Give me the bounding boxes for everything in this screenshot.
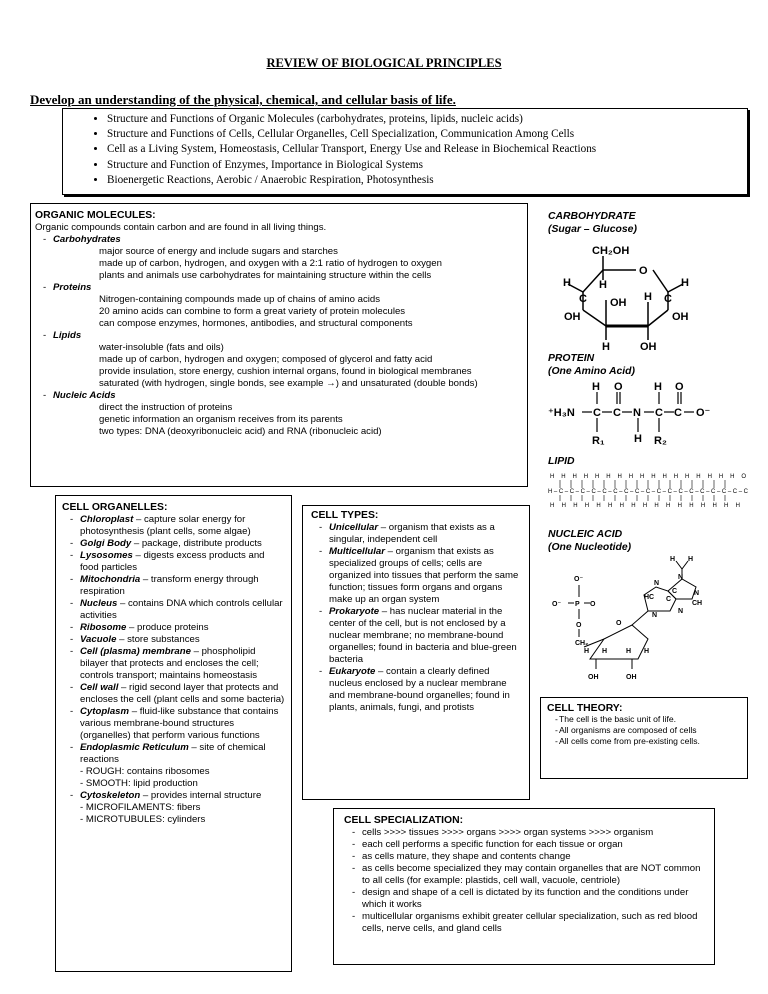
celltype-name: Prokaryote — [329, 606, 380, 617]
lipids-name: Lipids — [53, 330, 82, 341]
lipids-line: saturated (with hydrogen, single bonds, see example →) and unsaturated (double bonds) — [99, 378, 478, 389]
svg-text:O: O — [614, 381, 623, 393]
svg-text:C: C — [655, 407, 663, 419]
organelle-name: Lysosomes — [80, 550, 133, 561]
carbs-line: major source of energy and include sugars and starches — [99, 246, 338, 257]
celltype-item — [311, 546, 521, 606]
celltypes-list — [311, 522, 521, 714]
celltype-item — [311, 606, 521, 666]
svg-text:C: C — [579, 293, 587, 305]
svg-text:H: H — [602, 648, 608, 655]
svg-text:H: H — [670, 556, 676, 563]
page-title: REVIEW OF BIOLOGICAL PRINCIPLES — [266, 56, 502, 70]
objective-item: • Structure and Functions of Organic Molecules (carbohydrates, proteins, lipids, nucleic acids) — [107, 112, 747, 127]
organelle-desc: – contains DNA which controls cellular activities — [80, 598, 283, 621]
special-item: - design and shape of a cell is dictated by its function and the conditions under which it works — [344, 887, 706, 911]
svg-text:OH: OH — [564, 311, 581, 323]
organelle-name: Chloroplast — [80, 514, 134, 525]
organelle-desc: – produce proteins — [126, 622, 209, 633]
organelle-sub: - MICROTUBULES: cylinders — [80, 814, 206, 825]
celltype-desc: – organism that exists as a singular, independent cell — [329, 522, 495, 545]
svg-text:OH: OH — [640, 341, 657, 352]
svg-text:O⁻: O⁻ — [552, 601, 562, 608]
svg-text:R₂: R₂ — [654, 435, 667, 447]
organic-proteins — [35, 282, 523, 330]
objective-item: • Cell as a Living System, Homeostasis, Cellular Transport, Energy Use and Release in Biochemical Reactions — [107, 142, 747, 157]
svg-text:H H H H H H H H H H H H H H H: H H H H H H H H H H H H H H H H H — [550, 503, 740, 508]
organelle-desc: – rigid second layer that protects and encloses the cell (plant cells and some bacteria) — [80, 682, 285, 705]
organelle-sub: - ROUGH: contains ribosomes — [80, 766, 210, 777]
svg-text:H: H — [592, 381, 600, 393]
organelle-item — [62, 514, 285, 538]
organelle-name: Nucleus — [80, 598, 118, 609]
svg-text:OH: OH — [588, 674, 599, 681]
svg-text:C: C — [666, 596, 672, 603]
svg-text:CH₂: CH₂ — [575, 640, 589, 647]
organelle-item — [62, 550, 285, 574]
special-list — [344, 827, 706, 935]
svg-text:H: H — [634, 433, 642, 445]
svg-text:H: H — [602, 341, 610, 352]
objectives-box — [62, 108, 748, 195]
svg-text:CH: CH — [692, 600, 703, 607]
organelle-name: Cell (plasma) membrane — [80, 646, 191, 657]
organic-carbs — [35, 234, 523, 282]
lipids-line: provide insulation, store energy, cushion internal organs, found in biological membranes — [99, 366, 472, 377]
organelle-name: Vacuole — [80, 634, 117, 645]
svg-text:H: H — [599, 279, 607, 291]
carb-title: CARBOHYDRATE — [548, 211, 636, 222]
nucleotide-structure — [548, 555, 718, 695]
special-item: - multicellular organisms exhibit greater cellular specialization, such as red blood cells, nerve cells, and gland cells — [344, 911, 706, 935]
celltype-item — [311, 522, 521, 546]
carb-subtitle: (Sugar – Glucose) — [548, 224, 637, 235]
celltype-desc: – organism that exists as specialized groups of cells; cells are organized into tissues that perform the same function; tissues form organs and organs make up an organ system — [329, 546, 519, 605]
celltype-name: Multicellular — [329, 546, 385, 557]
lipids-line: water-insoluble (fats and oils) — [99, 342, 224, 353]
celltype-desc: – has nuclear material in the center of the cell, but is not enclosed by a nuclear membrane; no membrane-bound organelles; found in bacteria and blue-green bacteria — [329, 606, 517, 665]
organelle-name: Endoplasmic Reticulum — [80, 742, 189, 753]
celltype-item — [311, 666, 521, 714]
proteins-name: Proteins — [53, 282, 92, 293]
svg-text:N: N — [678, 608, 684, 615]
special-item: - each cell performs a specific function for each tissue or organ — [344, 839, 706, 851]
lipids-line: made up of carbon, hydrogen and oxygen; composed of glycerol and fatty acid — [99, 354, 433, 365]
special-item: - as cells mature, they shape and contents change — [344, 851, 706, 863]
lipid-title: LIPID — [548, 456, 575, 467]
organelles-heading: CELL ORGANELLES: — [62, 502, 168, 513]
svg-text:OH: OH — [610, 297, 627, 309]
svg-text:O: O — [576, 622, 582, 629]
proteins-line: can compose enzymes, hormones, antibodies, and structural components — [99, 318, 413, 329]
svg-text:N: N — [678, 574, 684, 581]
protein-subtitle: (One Amino Acid) — [548, 366, 635, 377]
proteins-line: Nitrogen-containing compounds made up of chains of amino acids — [99, 294, 381, 305]
organic-lipids — [35, 330, 523, 390]
proteins-line: 20 amino acids can combine to form a great variety of protein molecules — [99, 306, 406, 317]
svg-text:N: N — [654, 580, 660, 587]
organelle-item — [62, 742, 285, 790]
cell-theory-box — [540, 697, 748, 779]
cell-types-box — [302, 505, 530, 800]
special-item: - cells >>>> tissues >>>> organs >>>> organ systems >>>> organism — [344, 827, 706, 839]
theory-heading: CELL THEORY: — [547, 703, 623, 714]
organelle-desc: – digests excess products and food particles — [80, 550, 265, 573]
svg-text:N: N — [694, 590, 700, 597]
svg-text:CH₂OH: CH₂OH — [592, 245, 630, 257]
special-heading: CELL SPECIALIZATION: — [344, 815, 464, 826]
organic-heading: ORGANIC MOLECULES: — [35, 210, 156, 221]
glucose-structure — [558, 240, 698, 352]
page-subtitle: Develop an understanding of the physical, chemical, and cellular basis of life. — [30, 92, 456, 107]
svg-text:O: O — [616, 620, 622, 627]
nucleic-title: NUCLEIC ACID — [548, 529, 623, 540]
svg-text:N: N — [633, 407, 641, 419]
theory-list — [547, 714, 743, 747]
svg-text:H: H — [644, 291, 652, 303]
svg-text:H: H — [563, 277, 571, 289]
svg-text:H: H — [681, 277, 689, 289]
svg-text:C: C — [672, 588, 678, 595]
nucleic-line: direct the instruction of proteins — [99, 402, 233, 413]
svg-text:⁺H₃N: ⁺H₃N — [548, 407, 575, 419]
organic-molecules-box — [30, 203, 528, 487]
svg-text:H: H — [654, 381, 662, 393]
organelle-item — [62, 706, 285, 742]
carbs-line: made up of carbon, hydrogen, and oxygen with a 2:1 ratio of hydrogen to oxygen — [99, 258, 442, 269]
svg-text:H: H — [688, 556, 694, 563]
svg-text:R₁: R₁ — [592, 435, 605, 447]
objectives-list — [63, 112, 747, 188]
celltype-name: Eukaryote — [329, 666, 376, 677]
celltypes-heading: CELL TYPES: — [311, 510, 379, 521]
theory-item: - All cells come from pre-existing cells. — [547, 736, 743, 747]
organelles-list — [62, 514, 285, 826]
svg-text:O: O — [639, 265, 648, 277]
nucleic-subtitle: (One Nucleotide) — [548, 542, 632, 553]
svg-text:P: P — [575, 601, 580, 608]
svg-text:O: O — [590, 601, 596, 608]
organelle-desc: – package, distribute products — [131, 538, 262, 549]
organelle-name: Golgi Body — [80, 538, 132, 549]
cell-organelles-box — [55, 495, 292, 972]
organelle-desc: – site of chemical reactions — [80, 742, 266, 765]
svg-text:H: H — [644, 648, 650, 655]
lipid-structure — [548, 472, 748, 508]
svg-text:N: N — [652, 612, 658, 619]
objective-item: • Structure and Function of Enzymes, Importance in Biological Systems — [107, 158, 747, 173]
nucleic-line: two types: DNA (deoxyribonucleic acid) and RNA (ribonucleic acid) — [99, 426, 382, 437]
svg-text:C: C — [674, 407, 682, 419]
svg-text:H: H — [626, 648, 632, 655]
cell-specialization-box — [333, 808, 715, 965]
objective-item: • Structure and Functions of Cells, Cellular Organelles, Cell Specialization, Communication Among Cells — [107, 127, 747, 142]
svg-text:C: C — [593, 407, 601, 419]
amino-acid-structure — [548, 380, 728, 452]
organic-nucleic — [35, 390, 523, 438]
organelle-item — [62, 646, 285, 682]
organelle-item — [62, 598, 285, 622]
svg-text:C: C — [613, 407, 621, 419]
structures-column — [548, 210, 748, 695]
objective-item: • Bioenergetic Reactions, Aerobic / Anaerobic Respiration, Photosynthesis — [107, 173, 747, 188]
organelle-item — [62, 538, 285, 550]
svg-text:H: H — [584, 648, 590, 655]
svg-text:O⁻: O⁻ — [574, 576, 584, 583]
organelle-name: Cell wall — [80, 682, 119, 693]
organelle-item — [62, 682, 285, 706]
organelle-desc: – fluid-like substance that contains various membrane-bound structures (organelles) that perform various functions — [80, 706, 279, 741]
organelle-desc: – store substances — [116, 634, 200, 645]
svg-text:O⁻: O⁻ — [696, 407, 711, 419]
nucleic-line: genetic information an organism receives from its parents — [99, 414, 343, 425]
organelle-sub: - SMOOTH: lipid production — [80, 778, 198, 789]
organelle-item — [62, 574, 285, 598]
organelle-desc: – capture solar energy for photosynthesis (plant cells, some algae) — [80, 514, 251, 537]
organelle-name: Mitochondria — [80, 574, 141, 585]
svg-text:OH: OH — [672, 311, 689, 323]
organic-intro: Organic compounds contain carbon and are found in all living things. — [35, 222, 327, 233]
organelle-sub: - MICROFILAMENTS: fibers — [80, 802, 201, 813]
organelle-item — [62, 634, 285, 646]
organelle-name: Cytoskeleton — [80, 790, 141, 801]
carbs-line: plants and animals use carbohydrates for maintaining structure within the cells — [99, 270, 432, 281]
organelle-item — [62, 790, 285, 826]
celltype-desc: – contain a clearly defined nucleus enclosed by a nuclear membrane and membrane-bound organelles; found in plants, animals, fungi, and protists — [329, 666, 510, 713]
organic-list — [35, 234, 523, 438]
organelle-item — [62, 622, 285, 634]
organelle-desc: – phospholipid bilayer that protects and encloses the cell; controls transport; maintains homeostasis — [80, 646, 259, 681]
carbs-name: Carbohydrates — [53, 234, 121, 245]
svg-text:H H H H H H H H H H H H H H H: H H H H H H H H H H H H H H H H H O — [550, 474, 746, 480]
organelle-name: Cytoplasm — [80, 706, 130, 717]
svg-text:OH: OH — [626, 674, 637, 681]
theory-item: - All organisms are composed of cells — [547, 725, 743, 736]
organelle-desc: – provides internal structure — [140, 790, 262, 801]
svg-text:O: O — [675, 381, 684, 393]
svg-text:HC: HC — [644, 594, 655, 601]
organelle-name: Ribosome — [80, 622, 127, 633]
organelle-desc: – transform energy through respiration — [80, 574, 259, 597]
svg-text:H–C–C–C–C–C–C–C–C–C–C–C–C–C–C–: H–C–C–C–C–C–C–C–C–C–C–C–C–C–C–C–C–C–C — [548, 489, 748, 495]
protein-title: PROTEIN — [548, 353, 595, 364]
special-item: - as cells become specialized they may contain organelles that are NOT common to all cells (for example: plastids, cell wall, vacuole, centriole) — [344, 863, 706, 887]
celltype-name: Unicellular — [329, 522, 379, 533]
nucleic-name: Nucleic Acids — [53, 390, 116, 401]
svg-text:C: C — [664, 293, 672, 305]
theory-item: - The cell is the basic unit of life. — [547, 714, 743, 725]
